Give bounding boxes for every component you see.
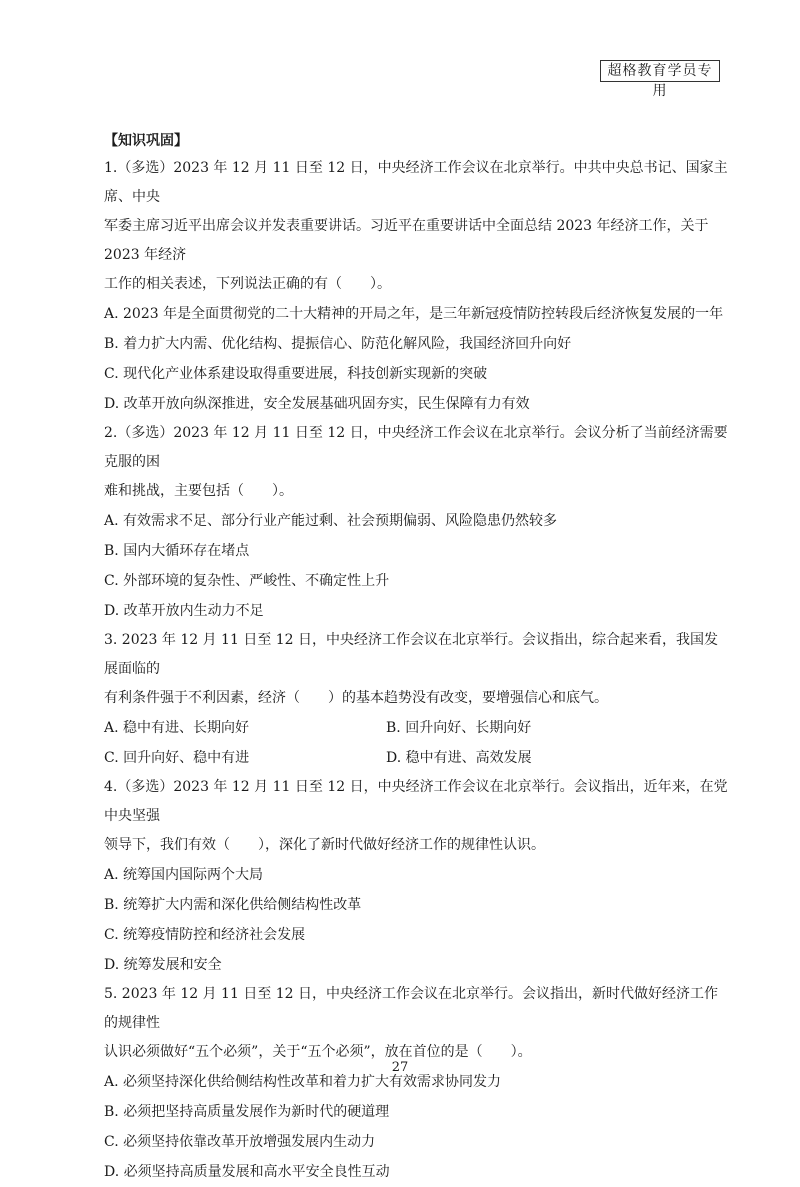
question-3-stem-line-1: 3. 2023 年 12 月 11 日至 12 日，中央经济工作会议在北京举行。会议指出，综合起来看，我国发展面临的: [104, 632, 719, 677]
section-title: 【知识巩固】: [104, 133, 188, 149]
question-3-options-row-1: [104, 713, 728, 743]
question-3-options-row-2: [104, 743, 728, 773]
page-number: 27: [391, 1060, 409, 1075]
question-2-stem-line-1: 2.（多选）2023 年 12 月 11 日至 12 日，中央经济工作会议在北京举行。会议分析了当前经济需要克服的困: [104, 425, 728, 470]
question-2-option-d: D. 改革开放内生动力不足: [104, 603, 264, 619]
header-badge: 超格教育学员专用: [600, 60, 720, 82]
question-3-option-b: B. 回升向好、长期向好: [386, 720, 532, 736]
question-2-option-a: A. 有效需求不足、部分行业产能过剩、社会预期偏弱、风险隐患仍然较多: [104, 513, 558, 529]
question-1-stem-line-3: 工作的相关表述，下列说法正确的有（ ）。: [104, 276, 391, 292]
question-3-option-d: D. 稳中有进、高效发展: [386, 750, 532, 766]
question-1-option-c: C. 现代化产业体系建设取得重要进展，科技创新实现新的突破: [104, 366, 488, 382]
question-3: [104, 626, 728, 773]
question-5-option-d: D. 必须坚持高质量发展和高水平安全良性互动: [104, 1164, 390, 1180]
question-4-stem-line-2: 领导下，我们有效（ ），深化了新时代做好经济工作的规律性认识。: [104, 837, 545, 853]
question-4-option-c: C. 统筹疫情防控和经济社会发展: [104, 927, 306, 943]
question-4: [104, 773, 728, 980]
question-3-option-c: C. 回升向好、稳中有进: [104, 750, 250, 766]
question-1-stem-line-2: 军委主席习近平出席会议并发表重要讲话。习近平在重要讲话中全面总结 2023 年经济工作，关于 2023 年经济: [104, 218, 709, 263]
question-5: [104, 980, 728, 1187]
question-4-stem-line-1: 4.（多选）2023 年 12 月 11 日至 12 日，中央经济工作会议在北京举行。会议指出，近年来，在党中央坚强: [104, 779, 728, 824]
question-5-option-c: C. 必须坚持依靠改革开放增强发展内生动力: [104, 1134, 376, 1150]
question-5-option-a: A. 必须坚持深化供给侧结构性改革和着力扩大有效需求协同发力: [104, 1074, 502, 1090]
question-2-stem-line-2: 难和挑战，主要包括（ ）。: [104, 483, 293, 499]
question-3-stem-line-2: 有利条件强于不利因素，经济（ ）的基本趋势没有改变，要增强信心和底气。: [104, 690, 608, 706]
question-5-option-b: B. 必须把坚持高质量发展作为新时代的硬道理: [104, 1104, 390, 1120]
question-5-stem-line-1: 5. 2023 年 12 月 11 日至 12 日，中央经济工作会议在北京举行。会议指出，新时代做好经济工作的规律性: [104, 986, 719, 1031]
question-1-option-a: A. 2023 年是全面贯彻党的二十大精神的开局之年，是三年新冠疫情防控转段后经济恢复发展的一年: [104, 306, 724, 322]
question-4-option-a: A. 统筹国内国际两个大局: [104, 867, 264, 883]
question-2-option-b: B. 国内大循环存在堵点: [104, 543, 250, 559]
question-2: [104, 419, 728, 626]
question-4-option-d: D. 统筹发展和安全: [104, 957, 222, 973]
main-content: [104, 128, 728, 1187]
question-1-option-d: D. 改革开放向纵深推进，安全发展基础巩固夯实，民生保障有力有效: [104, 396, 530, 412]
question-5-stem-line-2: 认识必须做好“五个必须”，关于“五个必须”，放在首位的是（ ）。: [104, 1044, 532, 1060]
question-1: [104, 154, 728, 419]
question-1-stem-line-1: 1.（多选）2023 年 12 月 11 日至 12 日，中央经济工作会议在北京举行。中共中央总书记、国家主席、中央: [104, 160, 728, 205]
question-3-option-a: A. 稳中有进、长期向好: [104, 720, 250, 736]
question-1-option-b: B. 着力扩大内需、优化结构、提振信心、防范化解风险，我国经济回升向好: [104, 336, 572, 352]
question-4-option-b: B. 统筹扩大内需和深化供给侧结构性改革: [104, 897, 362, 913]
question-2-option-c: C. 外部环境的复杂性、严峻性、不确定性上升: [104, 573, 390, 589]
